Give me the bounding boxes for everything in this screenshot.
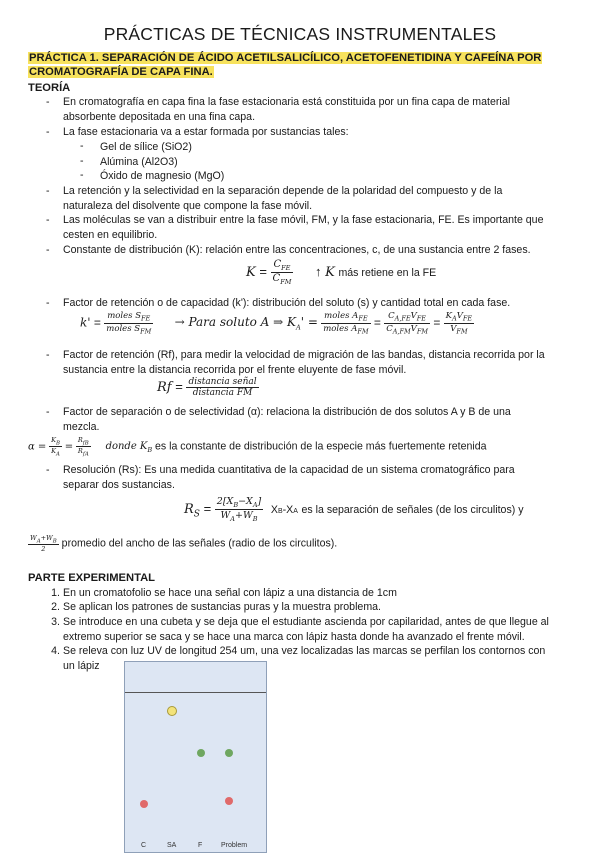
- spot-problem-lower: [225, 797, 233, 805]
- tlc-plate-image: [124, 661, 267, 853]
- step-number: 2.: [51, 601, 60, 613]
- alpha-note: es la constante de distribución de la especie más fuertemente retenida: [154, 440, 487, 453]
- k-note: más retiene en la FE: [338, 266, 437, 279]
- teoria-bullet-8: Factor de separación o de selectividad (α): relaciona la distribución de dos solutos A y B de una mezcla.: [63, 406, 511, 433]
- experimental-step-3: Se introduce en una cubeta y se deja que el estudiante ascienda por capilaridad, antes de que llegue al extremo superior se saca y se hace una marca con lápiz hasta donde ha avanzado el frente móvil.: [63, 616, 549, 643]
- solvent-front-line: [125, 692, 266, 693]
- k-formula: K = $C_{FE}$ $C_{FM}$ ↑ K más retiene en la FE: [246, 259, 437, 286]
- step-number: 4.: [51, 645, 60, 657]
- bullet-dash: -: [46, 185, 50, 197]
- step-number: 3.: [51, 616, 60, 628]
- teoria-bullet-2: La fase estacionaria va a estar formada por sustancias tales:: [63, 126, 349, 138]
- experimental-step-1: En un cromatofolio se hace una señal con lápiz a una distancia de 1cm: [63, 587, 397, 599]
- teoria-bullet-3: La retención y la selectividad en la separación depende de la polaridad del compuesto y de la naturaleza del disolvente que compone la fase móvil.: [63, 185, 503, 212]
- bullet-dash: -: [46, 96, 50, 108]
- teoria-bullet-6: Factor de retención o de capacidad (k'): distribución del soluto (s) y cantidad total en cada fase.: [63, 297, 511, 309]
- sub-dash: -: [80, 155, 84, 167]
- plate-label-problem: Problem: [221, 842, 248, 849]
- bullet-dash: -: [46, 406, 50, 418]
- page-title: PRÁCTICAS DE TÉCNICAS INSTRUMENTALES: [103, 24, 497, 44]
- spot-problem-upper: [225, 749, 233, 757]
- spot-sa: [167, 706, 177, 716]
- sub-item-alumina: Alúmina (Al2O3): [100, 156, 178, 168]
- rs-note: es la separación de señales (de los circulitos) y: [301, 503, 524, 516]
- sub-item-mgo: Óxido de magnesio (MgO): [100, 170, 225, 182]
- w-note: promedio del ancho de las señales (radio de los circulitos).: [61, 537, 338, 550]
- bullet-dash: -: [46, 349, 50, 361]
- sub-dash: -: [80, 140, 84, 152]
- bullet-dash: -: [46, 297, 50, 309]
- sub-dash: -: [80, 169, 84, 181]
- experimental-step-4: Se releva con luz UV de longitud 254 um, una vez localizadas las marcas se perfilan los contornos con un lápiz: [63, 645, 546, 672]
- step-number: 1.: [51, 587, 60, 599]
- experimental-step-2: Se aplican los patrones de sustancias puras y la muestra problema.: [63, 601, 381, 613]
- bullet-dash: -: [46, 126, 50, 138]
- bullet-dash: -: [46, 214, 50, 226]
- w-average-line: $\frac{W_A+W_B}{2}$ promedio del ancho de las señales (radio de los circulitos).: [30, 534, 338, 554]
- rf-formula: Rf = distancia señal distancia FM: [157, 377, 257, 398]
- k-prime-formula: k' = moles $S_{FE}$ moles $S_{FM}$ → Para soluto A ⇒ $K_A'$ = moles $A_{FE}$ moles $A_{FM}$ = $C_{A,FE}V_{FE}$ $C_{A,FM}V_{FM}$ = $K_AV_{FE}$ $V_{FM}$: [80, 311, 473, 336]
- spot-f: [197, 749, 205, 757]
- alpha-formula: α = $\frac{K_B}{K_A}$ = $R_{fB}$ $R_{fA}$ donde $K_B$ es la constante de distribución de la especie más fuertemente retenida: [28, 436, 487, 458]
- practice-heading: PRÁCTICA 1. SEPARACIÓN DE ÁCIDO ACETILSALICÍLICO, ACETOFENETIDINA Y CAFEÍNA POR CROMATOGRAFÍA DE CAPA FINA.: [29, 52, 542, 78]
- spot-c: [140, 800, 148, 808]
- teoria-bullet-5: Constante de distribución (K): relación entre las concentraciones, c, de una sustancia entre 2 fases.: [63, 244, 531, 256]
- teoria-bullet-7: Factor de retención (Rf), para medir la velocidad de migración de las bandas, distancia recorrida por la sustancia entre la distancia recorrida por el frente eluyente de fase móvil.: [63, 349, 545, 376]
- bullet-dash: -: [46, 464, 50, 476]
- plate-label-f: F: [198, 842, 203, 849]
- teoria-bullet-9: Resolución (Rs): Es una medida cuantitativa de la capacidad de un sistema cromatográfico para separar dos sustancias.: [63, 464, 515, 491]
- sub-item-silica: Gel de sílice (SiO2): [100, 141, 192, 153]
- teoria-heading: TEORÍA: [28, 82, 71, 94]
- teoria-bullet-1: En cromatografía en capa fina la fase estacionaria está constituida por un fina capa de material absorbente depositada en una fina capa.: [63, 96, 510, 123]
- plate-label-c: C: [141, 842, 147, 849]
- teoria-bullet-4: Las moléculas se van a distribuir entre la fase móvil, FM, y la fase estacionaria, FE. Es importante que cesten en equilibrio.: [63, 214, 544, 241]
- rs-formula: $R_S$ = $\frac{2[X_B-X_A]}{W_A+W_B}$ XB-XA es la separación de señales (de los circulitos) y: [184, 496, 524, 523]
- plate-label-sa: SA: [167, 842, 177, 849]
- bullet-dash: -: [46, 244, 50, 256]
- experimental-heading: PARTE EXPERIMENTAL: [28, 572, 156, 584]
